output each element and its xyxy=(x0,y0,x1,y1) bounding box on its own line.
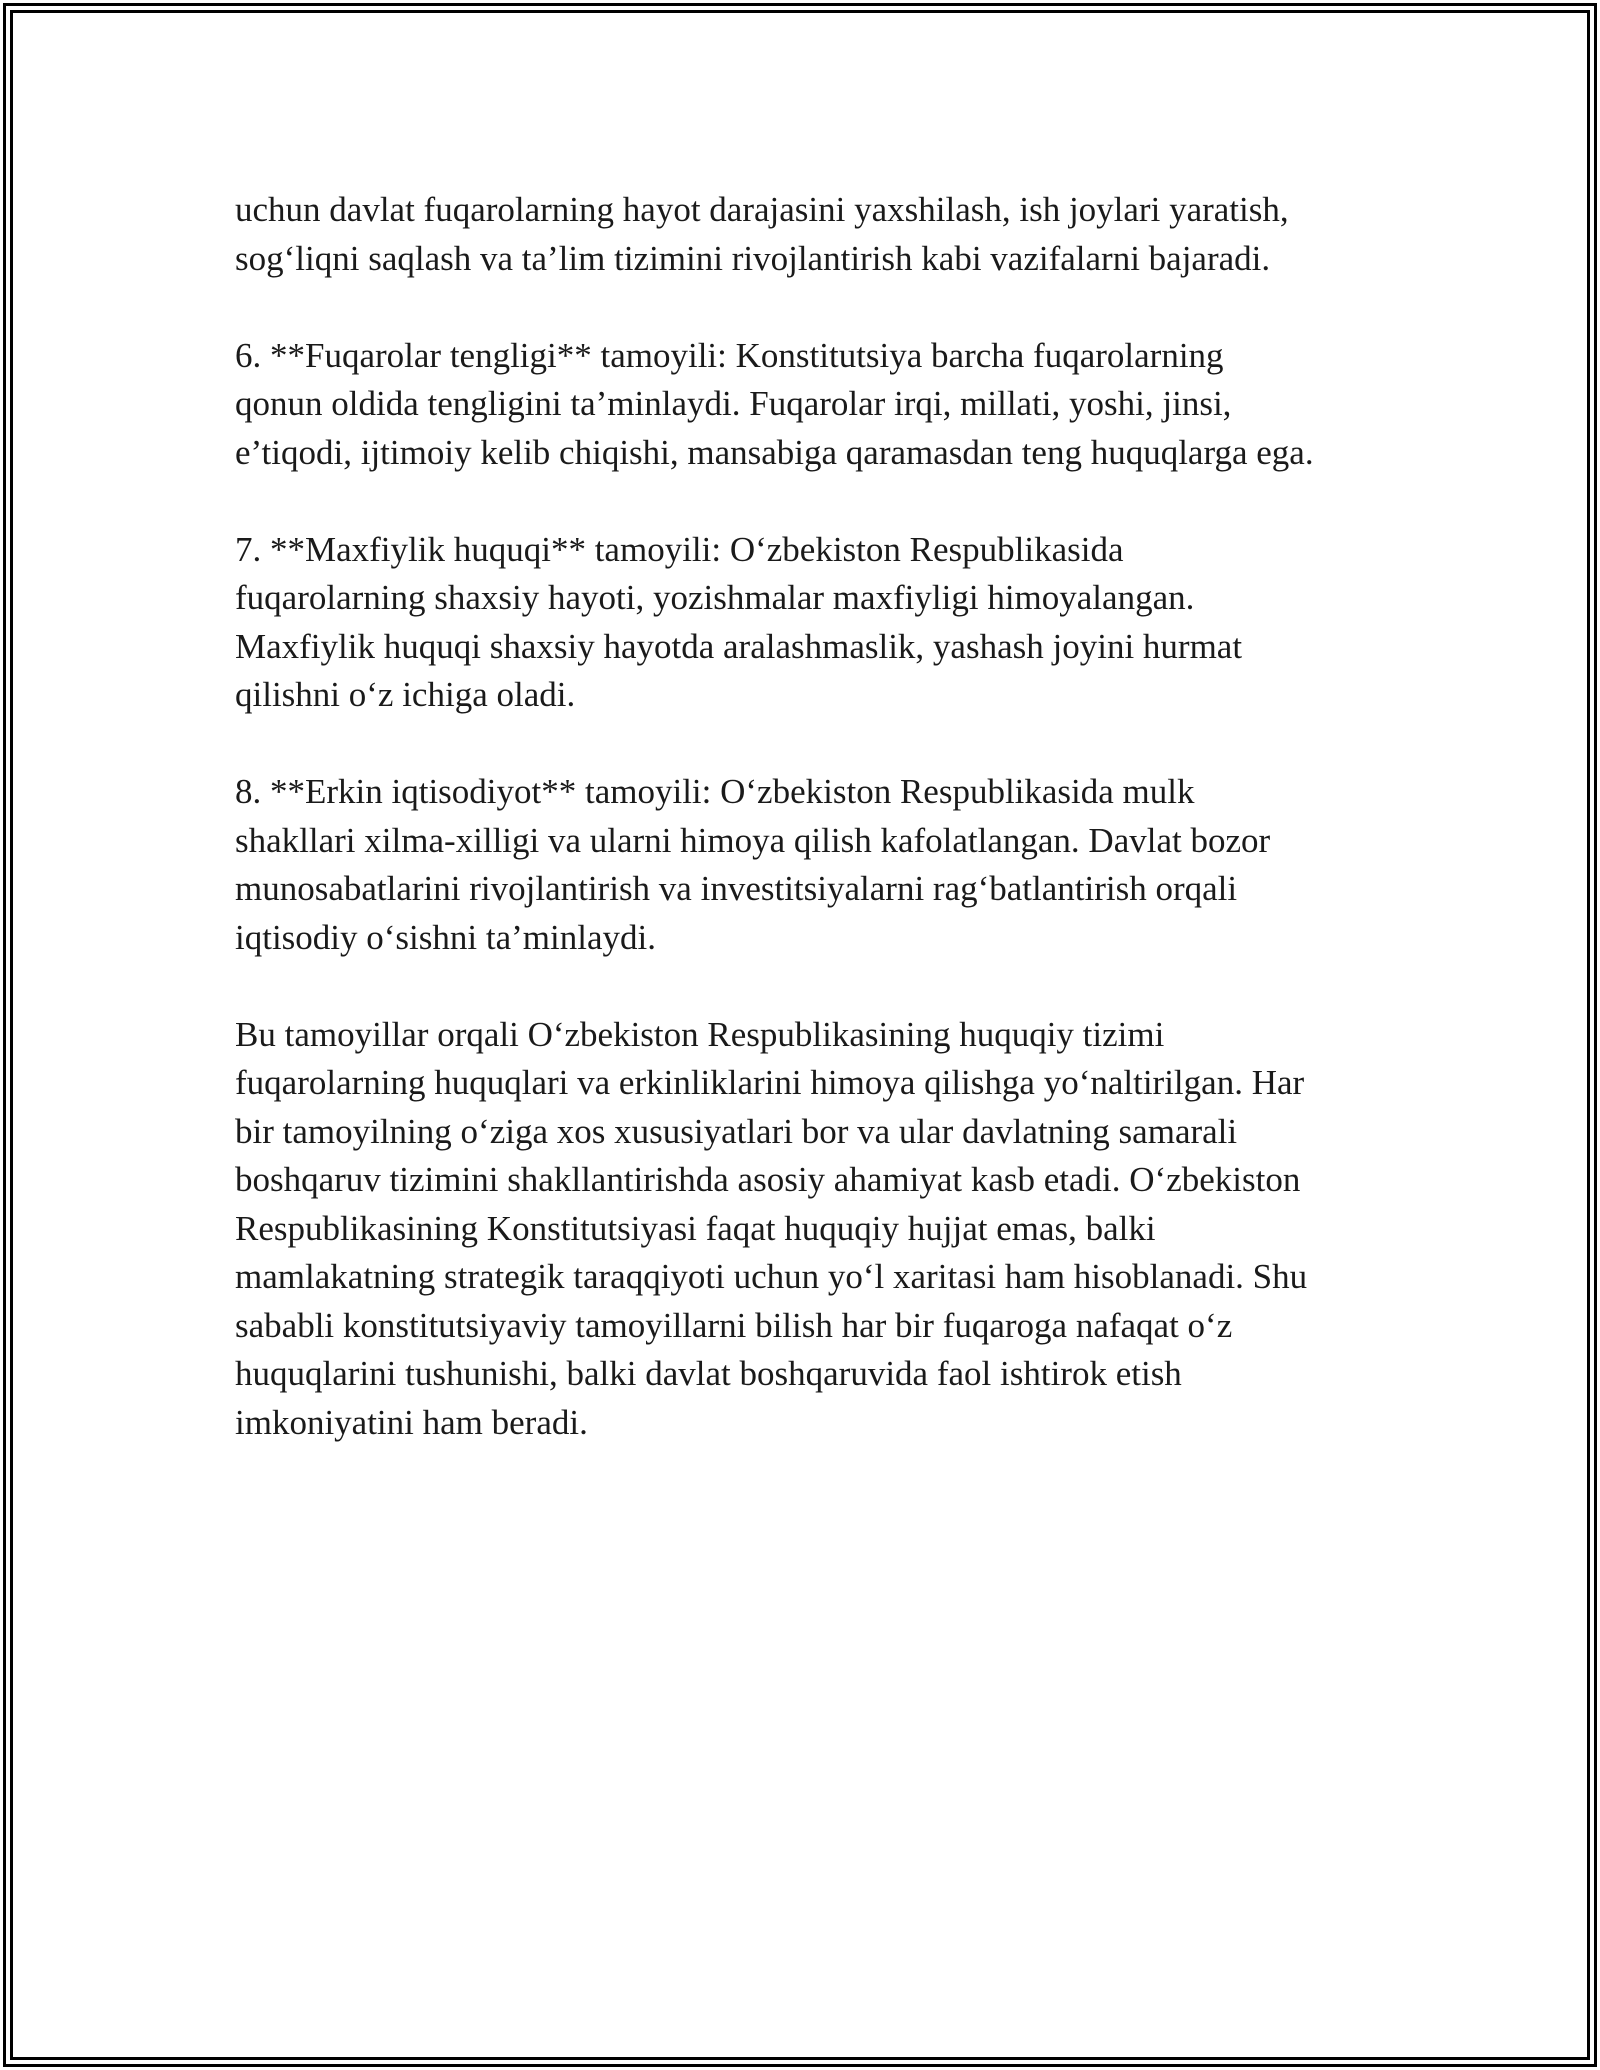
text-line: huquqlarini tushunishi, balki davlat boshqaruvida faol ishtirok etish xyxy=(235,1354,1182,1393)
text-line: Respublikasining Konstitutsiyasi faqat huquqiy hujjat emas, balki xyxy=(235,1208,1156,1248)
text-line: qonun oldida tengligini ta’minlaydi. Fuqarolar irqi, millati, yoshi, jinsi, xyxy=(235,384,1232,423)
text-line: fuqarolarning huquqlari va erkinliklarini himoya qilishga yo‘naltirilgan. Har xyxy=(235,1063,1305,1102)
text-line: fuqarolarning shaxsiy hayoti, yozishmalar maxfiyligi himoyalangan. xyxy=(235,578,1195,617)
paragraph-principle-8 xyxy=(235,768,1385,962)
text-line: Bu tamoyillar orqali O‘zbekiston Respublikasining huquqiy tizimi xyxy=(235,1014,1165,1054)
text-line: bir tamoyilning o‘ziga xos xususiyatlari bor va ular davlatning samarali xyxy=(235,1111,1238,1151)
text-line: mamlakatning strategik taraqqiyoti uchun yo‘l xaritasi ham hisoblanadi. Shu xyxy=(235,1257,1308,1296)
paragraph-principle-7 xyxy=(235,526,1385,720)
text-line: imkoniyatini ham beradi. xyxy=(235,1402,588,1442)
paragraph-conclusion xyxy=(235,1011,1385,1448)
text-line: uchun davlat fuqarolarning hayot darajasini yaxshilash, ish joylari yaratish, xyxy=(235,190,1289,229)
paragraph-principle-6 xyxy=(235,332,1385,478)
text-line: Maxfiylik huquqi shaxsiy hayotda aralashmaslik, yashash joyini hurmat xyxy=(235,626,1243,666)
text-line: e’tiqodi, ijtimoiy kelib chiqishi, mansabiga qaramasdan teng huquqlarga ega. xyxy=(235,432,1314,472)
text-line: shakllari xilma-xilligi va ularni himoya qilish kafolatlangan. Davlat bozor xyxy=(235,820,1271,860)
text-line: sog‘liqni saqlash va ta’lim tizimini rivojlantirish kabi vazifalarni bajaradi. xyxy=(235,238,1271,278)
paragraph-intro-continuation xyxy=(235,186,1385,283)
text-line: 6. **Fuqarolar tengligi** tamoyili: Konstitutsiya barcha fuqarolarning xyxy=(235,335,1224,375)
text-line: 8. **Erkin iqtisodiyot** tamoyili: O‘zbekiston Respublikasida mulk xyxy=(235,772,1195,811)
text-line: iqtisodiy o‘sishni ta’minlaydi. xyxy=(235,917,656,957)
document-body xyxy=(235,186,1385,1496)
text-line: 7. **Maxfiylik huquqi** tamoyili: O‘zbekiston Respublikasida xyxy=(235,529,1124,569)
text-line: boshqaruv tizimini shakllantirishda asosiy ahamiyat kasb etadi. O‘zbekiston xyxy=(235,1160,1301,1199)
text-line: qilishni o‘z ichiga oladi. xyxy=(235,675,576,714)
text-line: sababli konstitutsiyaviy tamoyillarni bilish har bir fuqaroga nafaqat o‘z xyxy=(235,1305,1233,1345)
text-line: munosabatlarini rivojlantirish va investitsiyalarni rag‘batlantirish orqali xyxy=(235,869,1238,908)
